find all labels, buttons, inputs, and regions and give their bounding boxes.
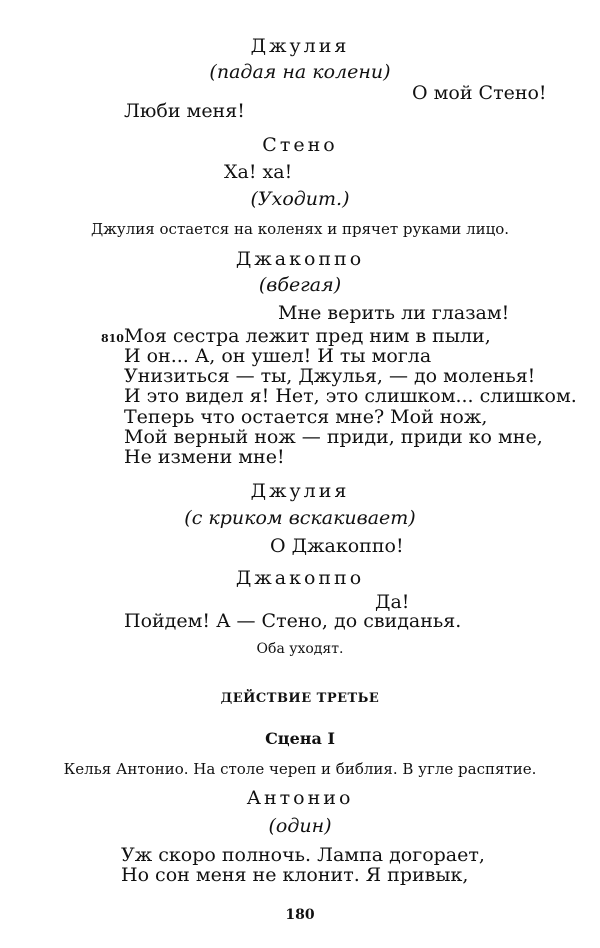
verse-line: Пойдем! А — Стено, до свиданья. xyxy=(124,610,462,632)
verse-line: Уж скоро полночь. Лампа догорает, xyxy=(121,844,485,866)
stage-direction: (вбегая) xyxy=(258,274,342,296)
speaker-julia: Джулия xyxy=(250,35,350,57)
verse-line: Не измени мне! xyxy=(124,446,285,468)
verse-line: И он... А, он ушел! И ты могла xyxy=(124,345,432,367)
verse-line: О мой Стено! xyxy=(412,82,547,104)
verse-line: Теперь что остается мне? Мой нож, xyxy=(124,406,488,428)
verse-line: Но сон меня не клонит. Я привык, xyxy=(121,864,469,886)
stage-direction: (Уходит.) xyxy=(250,188,350,210)
verse-line: И это видел я! Нет, это слишком... слишком. xyxy=(124,385,577,407)
verse-line: Люби меня! xyxy=(124,100,245,122)
verse-line: Моя сестра лежит пред ним в пыли, xyxy=(124,325,491,347)
speaker-jacoppo: Джакоппо xyxy=(235,248,365,270)
verse-line: О Джакоппо! xyxy=(270,535,404,557)
narrative-direction: Келья Антонио. На столе череп и библия. В угле распятие. xyxy=(63,760,537,778)
scene-heading: Сцена I xyxy=(265,729,335,748)
page-number: 180 xyxy=(285,907,315,923)
speaker-antonio: Антонио xyxy=(246,787,354,809)
narrative-direction: Джулия остается на коленях и прячет руками лицо. xyxy=(90,220,510,238)
line-number: 810 xyxy=(101,332,124,345)
stage-direction: (падая на колени) xyxy=(209,61,391,83)
verse-line: Мой верный нож — приди, приди ко мне, xyxy=(124,426,543,448)
narrative-direction: Оба уходят. xyxy=(256,641,344,657)
speaker-jacoppo: Джакоппо xyxy=(235,567,365,589)
stage-direction: (один) xyxy=(268,815,332,837)
verse-line: Ха! ха! xyxy=(224,161,293,183)
speaker-steno: Стено xyxy=(262,134,338,156)
act-heading: ДЕЙСТВИЕ ТРЕТЬЕ xyxy=(220,691,380,706)
verse-line: Да! xyxy=(375,591,410,613)
verse-line: Мне верить ли глазам! xyxy=(278,302,510,324)
stage-direction: (с криком вскакивает) xyxy=(184,507,416,529)
verse-line: Унизиться — ты, Джулья, — до моленья! xyxy=(124,365,536,387)
speaker-julia: Джулия xyxy=(250,480,350,502)
